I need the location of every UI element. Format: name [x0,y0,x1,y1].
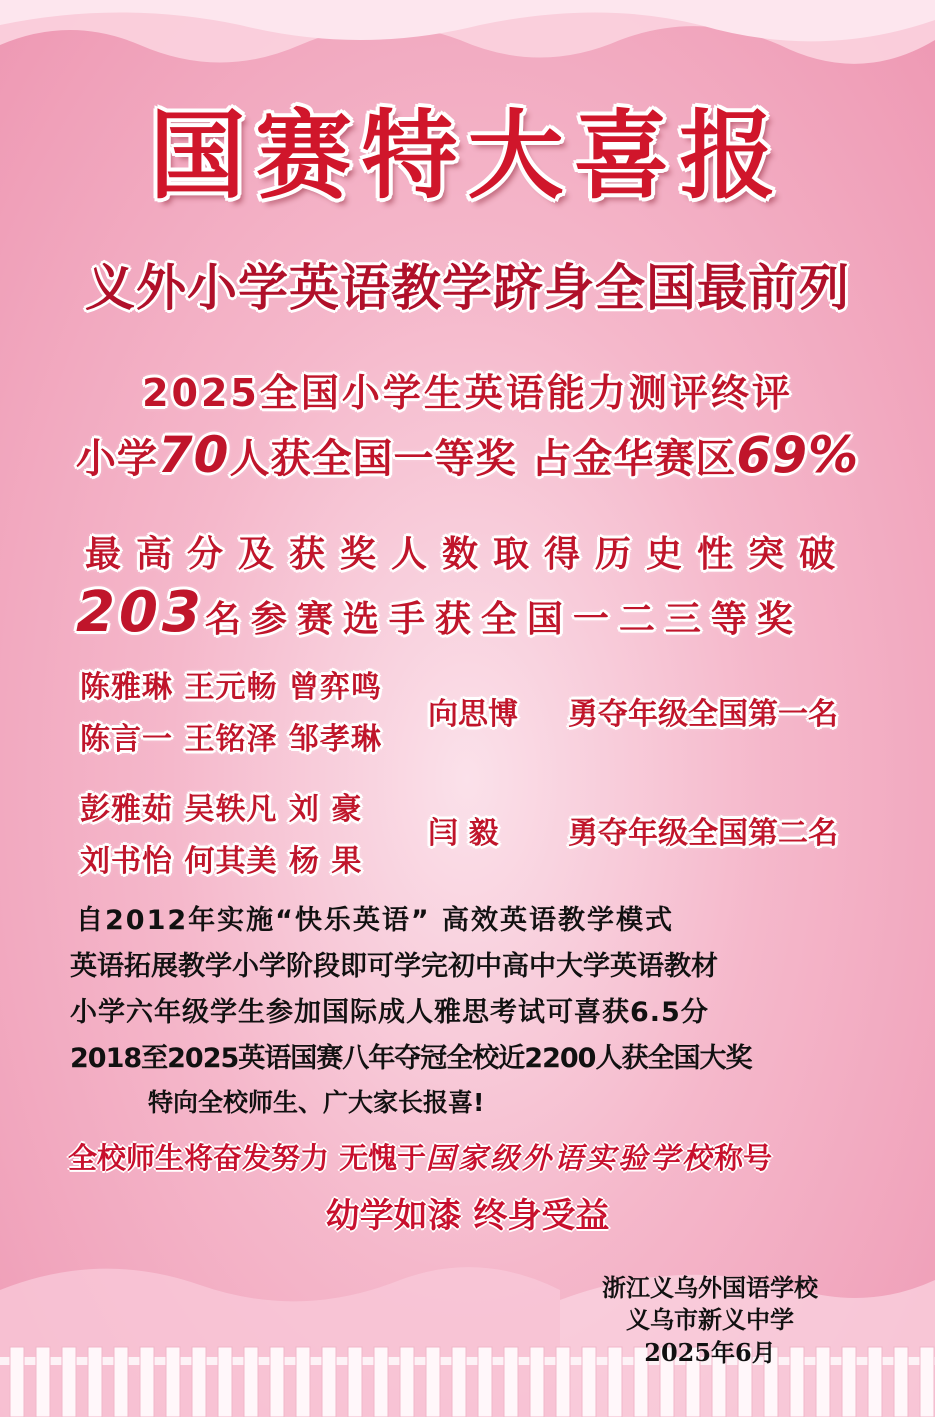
result-middle: 人获全国一等奖 占金华赛区 [229,436,737,482]
pledge-part2: 称号 [714,1141,773,1175]
winners-count: 203 [76,580,205,645]
result-line [0,426,935,484]
group-1-single-name: 向思博 [428,697,518,732]
body-line-1: 自2012年实施“快乐英语” 高效英语教学模式 [76,905,675,936]
body-line-2: 英语拓展教学小学阶段即可学完初中高中大学英语教材 [70,951,718,982]
winners-text: 名参赛选手获全国一二三等奖 [204,599,803,640]
competition-title: 2025全国小学生英语能力测评终评 [142,371,793,415]
result-percent: 69% [736,426,860,484]
signature-school-1: 浙江义乌外国语学校 [602,1273,818,1302]
poster-subtitle: 义外小学英语教学跻身全国最前列 [85,259,850,317]
group-2-single-name: 闫 毅 [428,816,499,851]
group-1-award: 勇夺年级全国第一名 [568,697,838,732]
motto: 幼学如漆 终身受益 [325,1196,610,1236]
signature-school-2: 义乌市新义中学 [626,1305,794,1334]
signature-date: 2025年6月 [644,1338,776,1367]
body-line-4: 2018至2025英语国赛八年夺冠全校近2200人获全国大奖 [70,1043,752,1074]
group-2-names-row2: 刘书怡 何其美 杨 果 [80,844,363,879]
result-prefix: 小学 [75,436,158,482]
breakthrough-line: 最高分及获奖人数取得历史性突破 [84,534,850,575]
pledge-highlight: 国家级外语实验学校 [426,1141,715,1175]
group-1-names-row1: 陈雅琳 王元畅 曾弈鸣 [80,670,382,705]
group-1-names-row2: 陈言一 王铭泽 邹孝琳 [80,722,382,757]
poster-title: 国赛特大喜报 [149,100,786,212]
result-count: 70 [157,426,230,484]
group-2-names-row1: 彭雅茹 吴轶凡 刘 豪 [80,792,363,827]
group-2-award: 勇夺年级全国第二名 [568,816,838,851]
winners-line [76,580,803,645]
pledge-line [68,1136,772,1177]
pledge-part1: 全校师生将奋发努力 无愧于 [68,1141,427,1175]
body-line-3: 小学六年级学生参加国际成人雅思考试可喜获6.5分 [70,997,709,1028]
body-line-5: 特向全校师生、广大家长报喜! [148,1088,485,1117]
